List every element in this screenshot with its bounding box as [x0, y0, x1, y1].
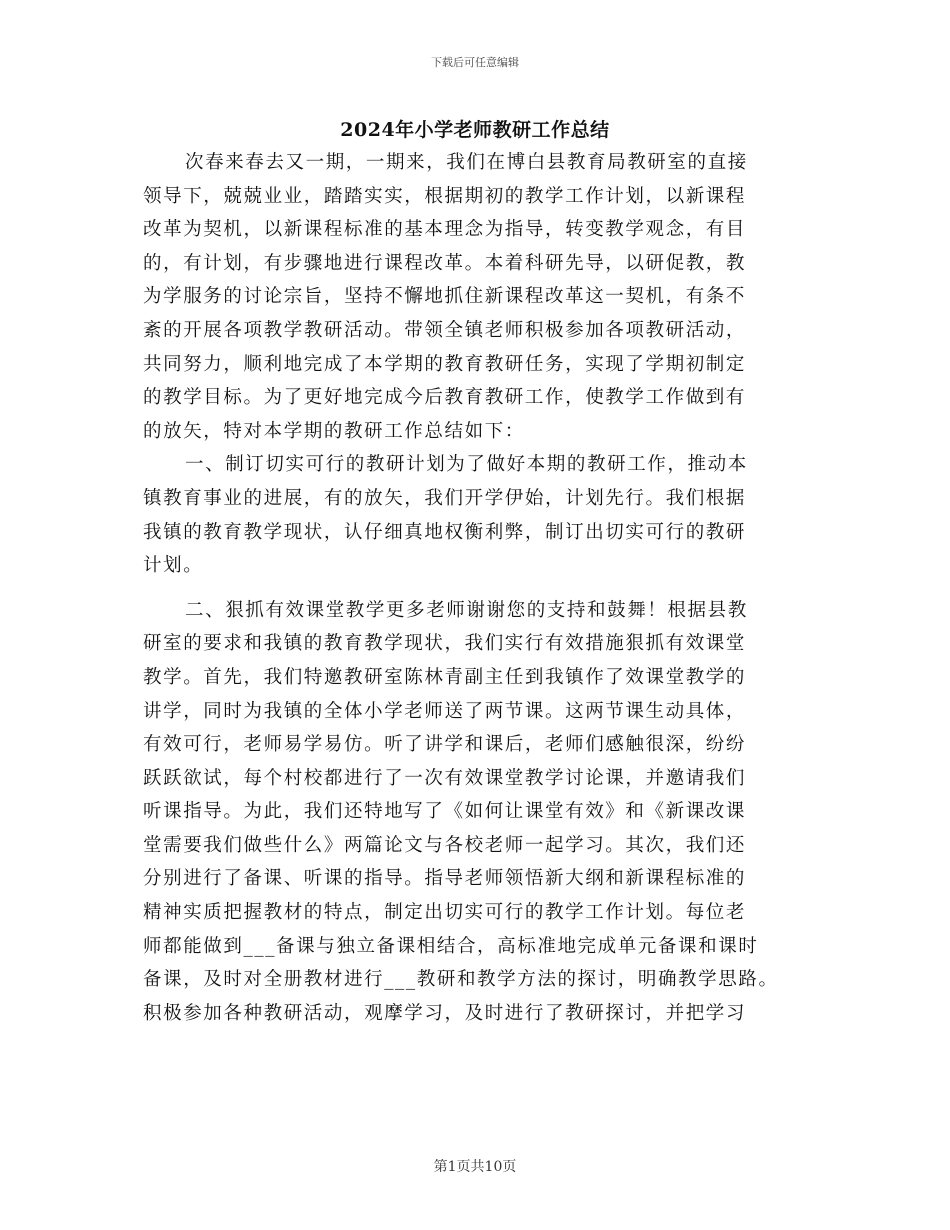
paragraph-1-line-8: 的教学目标。为了更好地完成今后教育教研工作，使教学工作做到有: [143, 387, 747, 409]
paragraph-3-line-1: 二、狠抓有效课堂教学更多老师谢谢您的支持和鼓舞！根据县教: [185, 599, 748, 621]
document-title: 2024年小学老师教研工作总结: [340, 119, 610, 141]
paragraph-spacer: [143, 583, 803, 594]
paragraph-2-line-4: 计划。: [143, 555, 204, 577]
paragraph-3-line-9: 分别进行了备课、听课的指导。指导老师领悟新大纲和新课程标准的: [143, 868, 747, 890]
paragraph-2-line-1: 一、制订切实可行的教研计划为了做好本期的教研工作，推动本: [185, 454, 748, 476]
paragraph-3-line-8: 堂需要我们做些什么》两篇论文与各校老师一起学习。其次，我们还: [143, 834, 747, 856]
paragraph-1-line-4: 的，有计划，有步骤地进行课程改革。本着科研先导，以研促教，教: [143, 252, 747, 274]
paragraph-3-line-6: 跃跃欲试，每个村校都进行了一次有效课堂教学讨论课，并邀请我们: [143, 767, 747, 789]
paragraph-3-line-10: 精神实质把握教材的特点，制定出切实可行的教学工作计划。每位老: [143, 902, 747, 924]
paragraph-1-line-2: 领导下，兢兢业业，踏踏实实，根据期初的教学工作计划，以新课程: [143, 185, 747, 207]
paragraph-1-line-9: 的放矢，特对本学期的教研工作总结如下：: [143, 420, 525, 442]
paragraph-1-line-3: 改革为契机，以新课程标准的基本理念为指导，转变教学观念，有目: [143, 219, 747, 241]
paragraph-3-line-12: 备课，及时对全册教材进行___教研和教学方法的探讨，明确教学思路。: [143, 969, 779, 991]
paragraph-3-line-4: 讲学，同时为我镇的全体小学老师送了两节课。这两节课生动具体，: [143, 700, 747, 722]
paragraph-1-line-6: 紊的开展各项教学教研活动。带领全镇老师积极参加各项教研活动，: [143, 319, 747, 341]
paragraph-3-line-13: 积极参加各种教研活动，观摩学习，及时进行了教研探讨，并把学习: [143, 1002, 747, 1024]
paragraph-1-line-7: 共同努力，顺利地完成了本学期的教育教研任务，实现了学期初制定: [143, 353, 747, 375]
paragraph-1-line-5: 为学服务的讨论宗旨，坚持不懈地抓住新课程改革这一契机，有条不: [143, 286, 747, 308]
paragraph-1-line-1: 次春来春去又一期，一期来，我们在博白县教育局教研室的直接: [185, 152, 748, 173]
header-note: 下载后可任意编辑: [431, 56, 519, 69]
paragraph-2-line-3: 我镇的教育教学现状，认仔细真地权衡利弊，制订出切实可行的教研: [143, 521, 747, 543]
page-number-footer: 第1页共10页: [433, 1159, 517, 1175]
paragraph-3-line-11: 师都能做到___备课与独立备课相结合，高标准地完成单元备课和课时: [143, 935, 759, 957]
paragraph-3-line-5: 有效可行，老师易学易仿。听了讲学和课后，老师们感触很深，纷纷: [143, 734, 747, 756]
paragraph-2-line-2: 镇教育事业的进展，有的放矢，我们开学伊始，计划先行。我们根据: [143, 487, 747, 509]
paragraph-3-line-3: 教学。首先，我们特邀教研室陈林青副主任到我镇作了效课堂教学的: [143, 666, 747, 688]
document-body: [143, 146, 803, 1030]
paragraph-3-line-7: 听课指导。为此，我们还特地写了《如何让课堂有效》和《新课改课: [143, 801, 747, 823]
paragraph-3-line-2: 研室的要求和我镇的教育教学现状，我们实行有效措施狠抓有效课堂: [143, 633, 747, 655]
